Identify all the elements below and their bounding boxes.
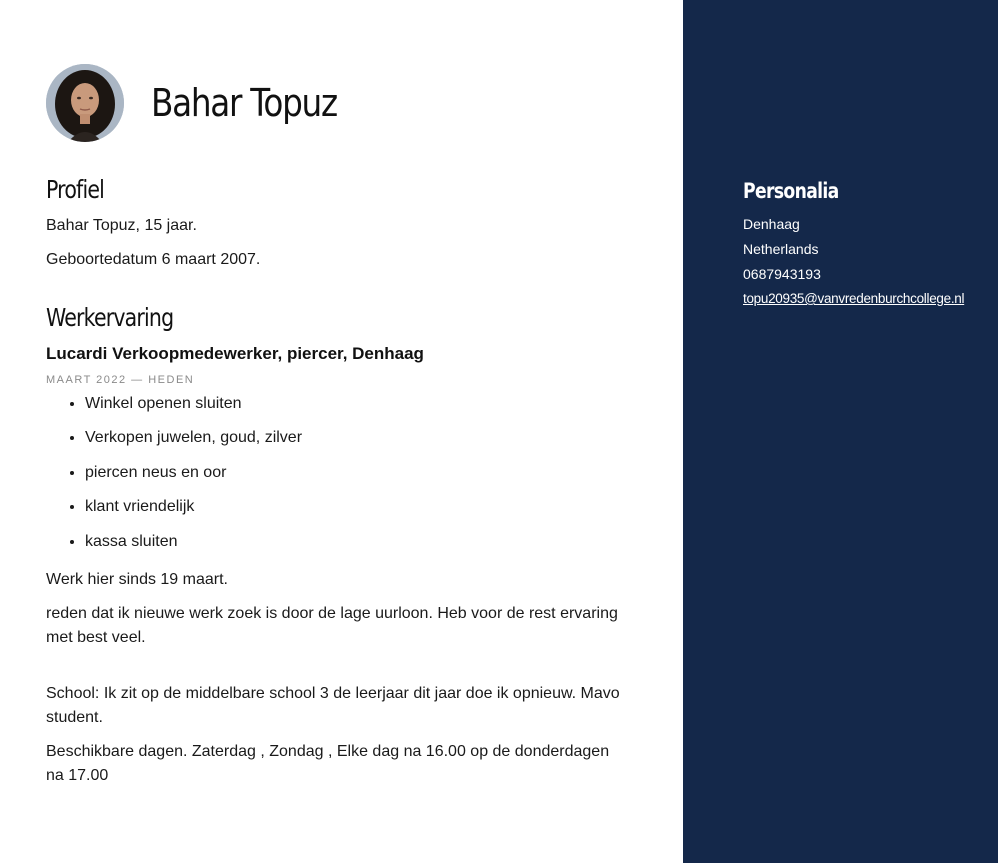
resume-header xyxy=(46,64,367,142)
school-info: School: Ik zit op de middelbare school 3 de leerjaar dit jaar doe ik opnieuw. Mavo student. xyxy=(46,684,620,726)
profile-line: Geboortedatum 6 maart 2007. xyxy=(46,251,261,268)
city-text: Denhaag xyxy=(743,216,800,232)
list-item: • kassa sluiten xyxy=(85,530,626,554)
email-link[interactable]: topu20935@vanvredenburchcollege.nl xyxy=(743,291,965,306)
list-item: • piercen neus en oor xyxy=(85,461,626,485)
country-text: Netherlands xyxy=(743,241,819,257)
personalia-section xyxy=(743,176,993,311)
experience-note: reden dat ik nieuwe werk zoek is door de lage uurloon. Heb voor de rest ervaring met best veel. xyxy=(46,604,618,646)
experience-note: Werk hier sinds 19 maart. xyxy=(46,570,228,588)
job-title: Lucardi Verkoopmedewerker, piercer, Denhaag xyxy=(46,344,424,363)
profile-line: Bahar Topuz, 15 jaar. xyxy=(46,217,197,234)
duties-list xyxy=(46,392,626,554)
experience-heading: Werkervaring xyxy=(46,303,174,332)
phone-text: 0687943193 xyxy=(743,266,821,282)
profile-heading: Profiel xyxy=(46,175,105,204)
avatar-photo-icon xyxy=(46,64,124,142)
sidebar xyxy=(683,0,998,863)
list-item: • Winkel openen sluiten xyxy=(85,392,626,416)
job-period: MAART 2022 — HEDEN xyxy=(46,374,195,386)
person-name: Bahar Topuz xyxy=(151,81,337,125)
list-item: • klant vriendelijk xyxy=(85,495,626,519)
avatar xyxy=(46,64,124,142)
list-item: • Verkopen juwelen, goud, zilver xyxy=(85,426,626,450)
resume-content xyxy=(46,172,626,798)
personalia-heading: Personalia xyxy=(743,179,839,203)
availability-info: Beschikbare dagen. Zaterdag , Zondag , Elke dag na 16.00 op de donderdagen na 17.00 xyxy=(46,742,610,784)
